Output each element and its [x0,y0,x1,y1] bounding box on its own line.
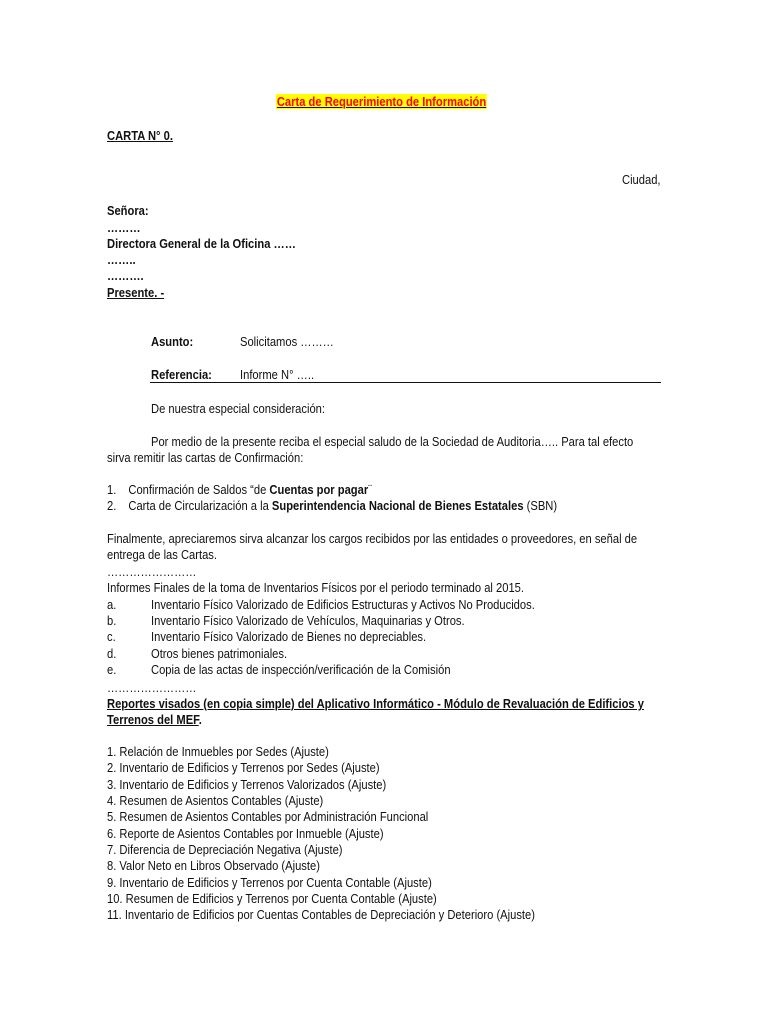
reportes-heading-period: . [198,712,202,727]
list-text-suffix: ¨ [368,482,372,497]
informes-intro: Informes Finales de la toma de Inventarios Físicos por el periodo terminado al 2015. [107,580,524,595]
dots-separator-1: …………………… [107,564,197,579]
list-letter: e. [107,662,117,677]
list-item [107,482,372,498]
report-list-item: 8. Valor Neto en Libros Observado (Ajuste) [107,858,320,873]
report-list-item: 7. Diferencia de Depreciación Negativa (Ajuste) [107,842,343,857]
paragraph-1-line-1: Por medio de la presente reciba el especial saludo de la Sociedad de Auditoria….. Para tal efecto [151,434,634,449]
reportes-heading-text: Terrenos del MEF [107,712,199,727]
list-text-suffix: (SBN) [523,498,558,513]
report-list-item: 6. Reporte de Asientos Contables por Inmueble (Ajuste) [107,826,384,841]
list-text: Confirmación de Saldos “de [128,482,270,497]
list-item [107,629,116,645]
city-line: Ciudad, [622,172,661,187]
addressee-line-1: ……… [107,220,141,235]
dots-separator-2: …………………… [107,680,197,695]
list-letter: a. [107,597,117,612]
carta-number: CARTA N° 0. [107,128,173,143]
report-list-item: 9. Inventario de Edificios y Terrenos por Cuenta Contable (Ajuste) [107,875,432,890]
list-letter: c. [107,629,116,644]
report-list-item: 11. Inventario de Edificios por Cuentas Contables de Depreciación y Deterioro (Ajuste) [107,907,535,922]
report-list-item: 1. Relación de Inmuebles por Sedes (Ajuste) [107,744,329,759]
list-item [107,613,116,629]
list-item-text: Inventario Físico Valorizado de Bienes no depreciables. [151,629,427,644]
list-bold-text: Superintendencia Nacional de Bienes Estatales [271,498,524,513]
addressee-line-2: Directora General de la Oficina …… [107,236,296,251]
list-item [107,597,116,613]
subject-divider [150,382,661,383]
reportes-heading-line-1: Reportes visados (en copia simple) del Aplicativo Informático - Módulo de Revaluación de Edificios y [107,696,644,711]
list-item-text: Otros bienes patrimoniales. [151,646,288,661]
list-item-text: Inventario Físico Valorizado de Edificios Estructuras y Activos No Producidos. [151,597,535,612]
list-number: 2. [107,498,117,513]
report-list-item: 10. Resumen de Edificios y Terrenos por Cuenta Contable (Ajuste) [107,891,437,906]
list-letter: d. [107,646,117,661]
referencia-value: Informe N° ….. [240,367,315,382]
list-item [107,662,116,678]
asunto-value: Solicitamos ……… [240,334,334,349]
document-title-text: Carta de Requerimiento de Información [276,94,487,109]
reportes-heading-line-2 [107,712,202,728]
greeting: De nuestra especial consideración: [151,401,326,416]
list-number: 1. [107,482,117,497]
asunto-label: Asunto: [151,334,194,349]
list-item-text: Copia de las actas de inspección/verificación de la Comisión [151,662,451,677]
paragraph-1-line-2: sirva remitir las cartas de Confirmación: [107,450,304,465]
paragraph-2-line-1: Finalmente, apreciaremos sirva alcanzar los cargos recibidos por las entidades o proveedores, en señal de [107,531,638,546]
report-list-item: 4. Resumen de Asientos Contables (Ajuste) [107,793,324,808]
list-bold-text: Cuentas por pagar [269,482,369,497]
document-title [276,94,487,110]
presente-line: Presente. - [107,285,165,300]
addressee-line-3: …….. [107,252,136,267]
list-item [107,498,557,514]
report-list-item: 2. Inventario de Edificios y Terrenos por Sedes (Ajuste) [107,760,380,775]
list-item [107,646,116,662]
salutation: Señora: [107,203,149,218]
addressee-line-4: ………. [107,268,144,283]
report-list-item: 5. Resumen de Asientos Contables por Administración Funcional [107,809,429,824]
report-list-item: 3. Inventario de Edificios y Terrenos Valorizados (Ajuste) [107,777,387,792]
referencia-label: Referencia: [151,367,212,382]
list-letter: b. [107,613,117,628]
paragraph-2-line-2: entrega de las Cartas. [107,547,217,562]
list-text: Carta de Circularización a la [128,498,272,513]
list-item-text: Inventario Físico Valorizado de Vehículos, Maquinarias y Otros. [151,613,465,628]
